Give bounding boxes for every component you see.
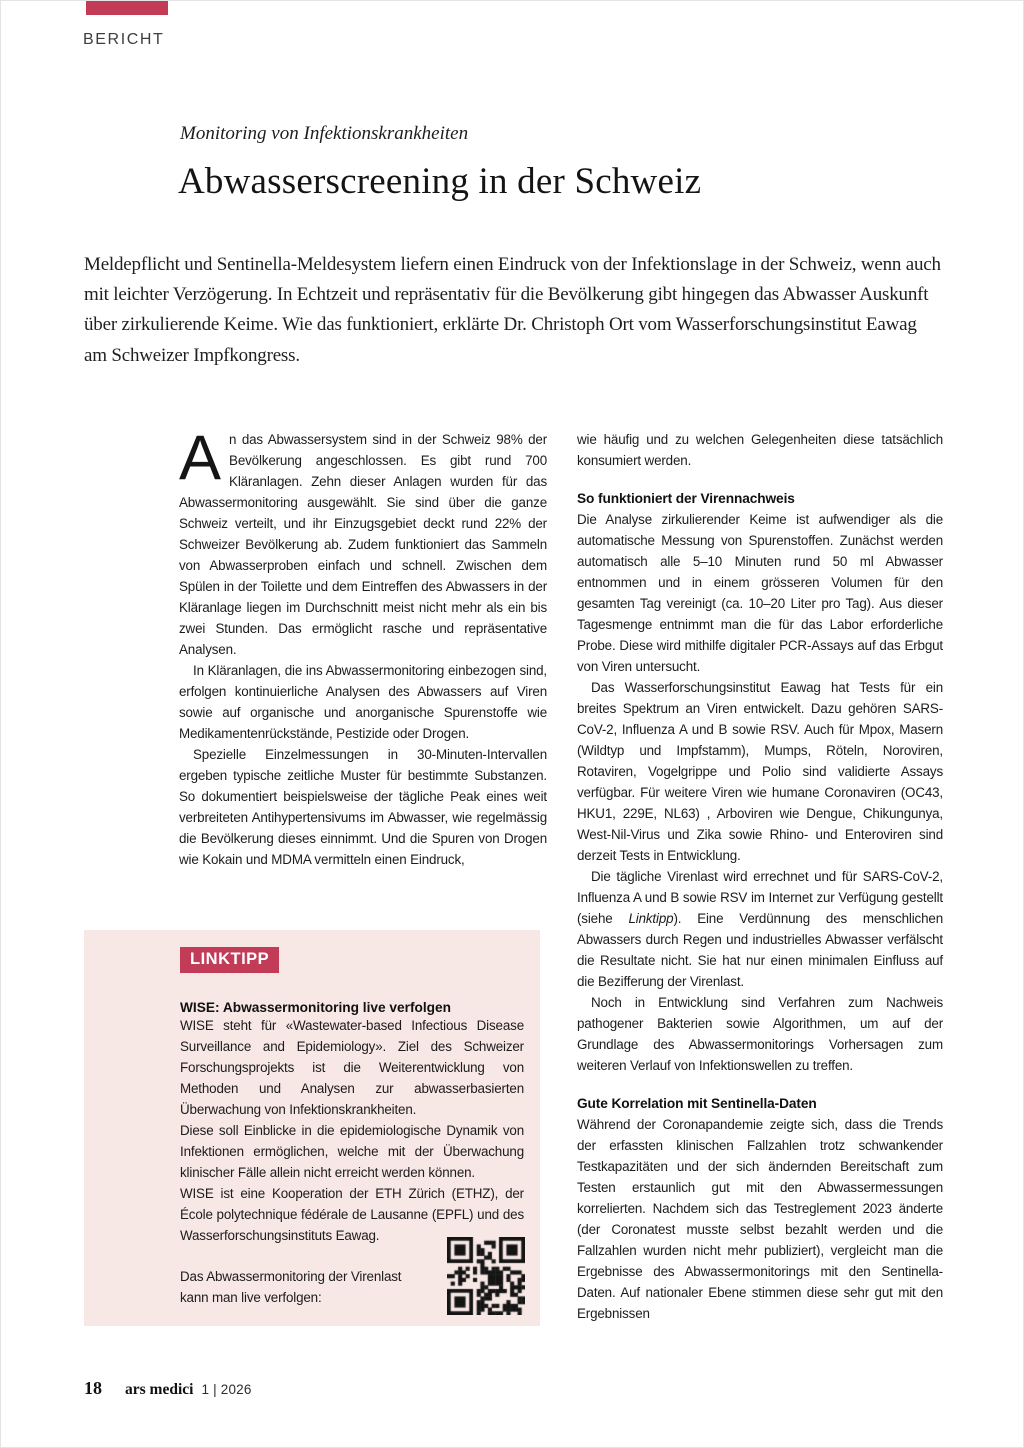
linktipp-badge: LINKTIPP [180, 947, 279, 973]
page-title: Abwasserscreening in der Schweiz [178, 161, 702, 202]
lede: Meldepflicht und Sentinella-Meldesystem liefern einen Eindruck von der Infektionslage in der Schweiz, wenn auch mit leichter Verzögerung. In Echtzeit und repräsentativ für die Bevölkerung gibt hingegen das Abwasser Auskunft über zirkulierende Keime. Wie das funktioniert, erklärte Dr. Christoph Ort vom Wasserforschungsinstitut Eawag am Schweizer Impfkongress. [84, 254, 941, 366]
body-paragraph: Spezielle Einzelmessungen in 30-Minuten-Intervallen ergeben typische zeitliche Muster für bestimmte Substanzen. So dokumentiert beispielsweise der tägliche Peak eines weit verbreiteten Antihypertensivums im Abwasser, wie regelmässig die Bevölkerung dieses einnimmt. Und die Spuren von Drogen wie Kokain und MDMA vermitteln einen Eindruck, [179, 747, 547, 867]
qr-code [447, 1237, 525, 1315]
body-paragraph: Während der Coronapandemie zeigte sich, dass die Trends der erfassten klinischen Fallzahlen trotz schwankender Testkapazitäten und der sich ändernden Bereitschaft zum Testen erstaunlich gut mit den Abwassermessungen korrelierten. Nachdem sich das Testreglement 2023 änderte (der Coronatest musste selbst bezahlt werden und die Fallzahlen wurden nicht mehr publiziert), vergleicht man die Ergebnisse des Abwassermonitorings mit den Sentinella-Daten. Auf nationaler Ebene stimmen diese sehr gut mit den Ergebnissen [577, 1117, 943, 1321]
box-paragraph: WISE steht für «Wastewater-based Infectious Disease Surveillance and Epidemiology». Ziel des Schweizer Forschungsprojekts ist die Weiterentwicklung von Methoden und Analysen zur abwasserbasierten Überwachung von Infektionskrankheiten. [180, 1018, 524, 1117]
box-paragraph: Diese soll Einblicke in die epidemiologische Dynamik von Infektionen ermöglichen, welche mit der Überwachung klinischer Fälle allein nicht erreicht werden können. [180, 1123, 524, 1180]
linktipp-box [84, 930, 540, 1326]
body-paragraph: Das Wasserforschungsinstitut Eawag hat Tests für ein breites Spektrum an Viren entwickelt. Dazu gehören SARS-CoV-2, Influenza A und B sowie RSV. Auch für Mpox, Masern (Wildtyp und Impfstamm), Mumps, Röteln, Noroviren, Rotaviren, Vogelgrippe und Polio sind validierte Assays verfügbar. Für weitere Viren wie humane Coronaviren (OC43, HKU1, 229E, NL63) , Arboviren wie Dengue, Chikungunya, West-Nil-Virus und Zika sowie Rhino- und Enteroviren sind derzeit Tests in Entwicklung. [577, 680, 943, 863]
drop-cap: A [179, 423, 222, 493]
body-paragraph: In Kläranlagen, die ins Abwassermonitoring einbezogen sind, erfolgen kontinuierliche Analysen des Abwassers auf Viren sowie auf organische und anorganische Spurenstoffe wie Medikamentenrückstände, Pestizide oder Drogen. [179, 663, 547, 741]
journal-name: ars medici [125, 1381, 194, 1398]
section-heading: Gute Korrelation mit Sentinella-Daten [577, 1096, 817, 1111]
body-paragraph: wie häufig und zu welchen Gelegenheiten diese tatsächlich konsumiert werden. [577, 432, 943, 468]
paragraph-text: ). Eine Verdünnung des menschlichen Abwassers durch Regen und industrielles Abwasser verfälscht die Resultate nicht. Sie hat nur einen minimalen Einfluss auf die Bezifferung der Virenlast. [577, 911, 943, 989]
section-heading: So funktioniert der Virennachweis [577, 491, 795, 506]
kicker: Monitoring von Infektionskrankheiten [180, 123, 469, 144]
issue-number: 1 | 2026 [201, 1382, 252, 1397]
box-heading: WISE: Abwassermonitoring live verfolgen [180, 1000, 452, 1015]
box-paragraph: Das Abwassermonitoring der Virenlast kann man live verfolgen: [180, 1269, 402, 1305]
left-column [179, 423, 547, 870]
body-paragraph: Noch in Entwicklung sind Verfahren zum Nachweis pathogener Bakterien sowie Algorithmen, um auf der Grundlage des Abwassermonitorings Vorhersagen zum weiteren Verlauf von Infektionswellen zu treffen. [577, 995, 943, 1073]
body-paragraph [179, 423, 547, 660]
linktipp-reference: Linktipp [628, 911, 674, 926]
page-number: 18 [84, 1378, 102, 1398]
paragraph-text: n das Abwassersystem sind in der Schweiz 98% der Bevölkerung angeschlossen. Es gibt rund 700 Kläranlagen. Zehn dieser Anlagen wurden für das Abwassermonitoring ausgewählt. Sie sind über die ganze Schweiz verteilt, und ihr Einzugsgebiet deckt rund 22% der Schweizer Bevölkerung ab. Zudem funktioniert das Sammeln von Abwasserproben einfach und schnell. Zwischen dem Spülen in der Toilette und dem Eintreffen des Abwassers in der Kläranlage liegen im Durchschnitt meist nicht mehr als ein bis zwei Stunden. Das ermöglicht rasche und repräsentative Analysen. [179, 432, 547, 657]
section-label: BERICHT [83, 31, 165, 48]
paragraph-text: Die tägliche Virenlast wird errechnet und für SARS-CoV-2, Influenza A und B sowie RSV im Internet zur Verfügung gestellt (siehe [577, 869, 943, 926]
box-paragraph: WISE ist eine Kooperation der ETH Zürich (ETHZ), der École polytechnique fédérale de Lausanne (EPFL) und des Wasserforschungsinstituts Eawag. [180, 1186, 524, 1243]
footer [84, 1378, 252, 1399]
right-column [577, 429, 943, 1324]
body-paragraph [577, 866, 943, 992]
accent-bar [86, 1, 168, 15]
body-paragraph: Die Analyse zirkulierender Keime ist aufwendiger als die automatische Messung von Spurenstoffen. Zunächst werden automatisch alle 5–10 Minuten rund 50 ml Abwasser entnommen und in einem grösseren Volumen für den gesamten Tag vereinigt (ca. 10–20 Liter pro Tag). Aus dieser Tagesmenge entnimmt man die für das Labor erforderliche Probe. Diese wird mithilfe digitaler PCR-Assays auf das Erbgut von Viren untersucht. [577, 512, 943, 674]
